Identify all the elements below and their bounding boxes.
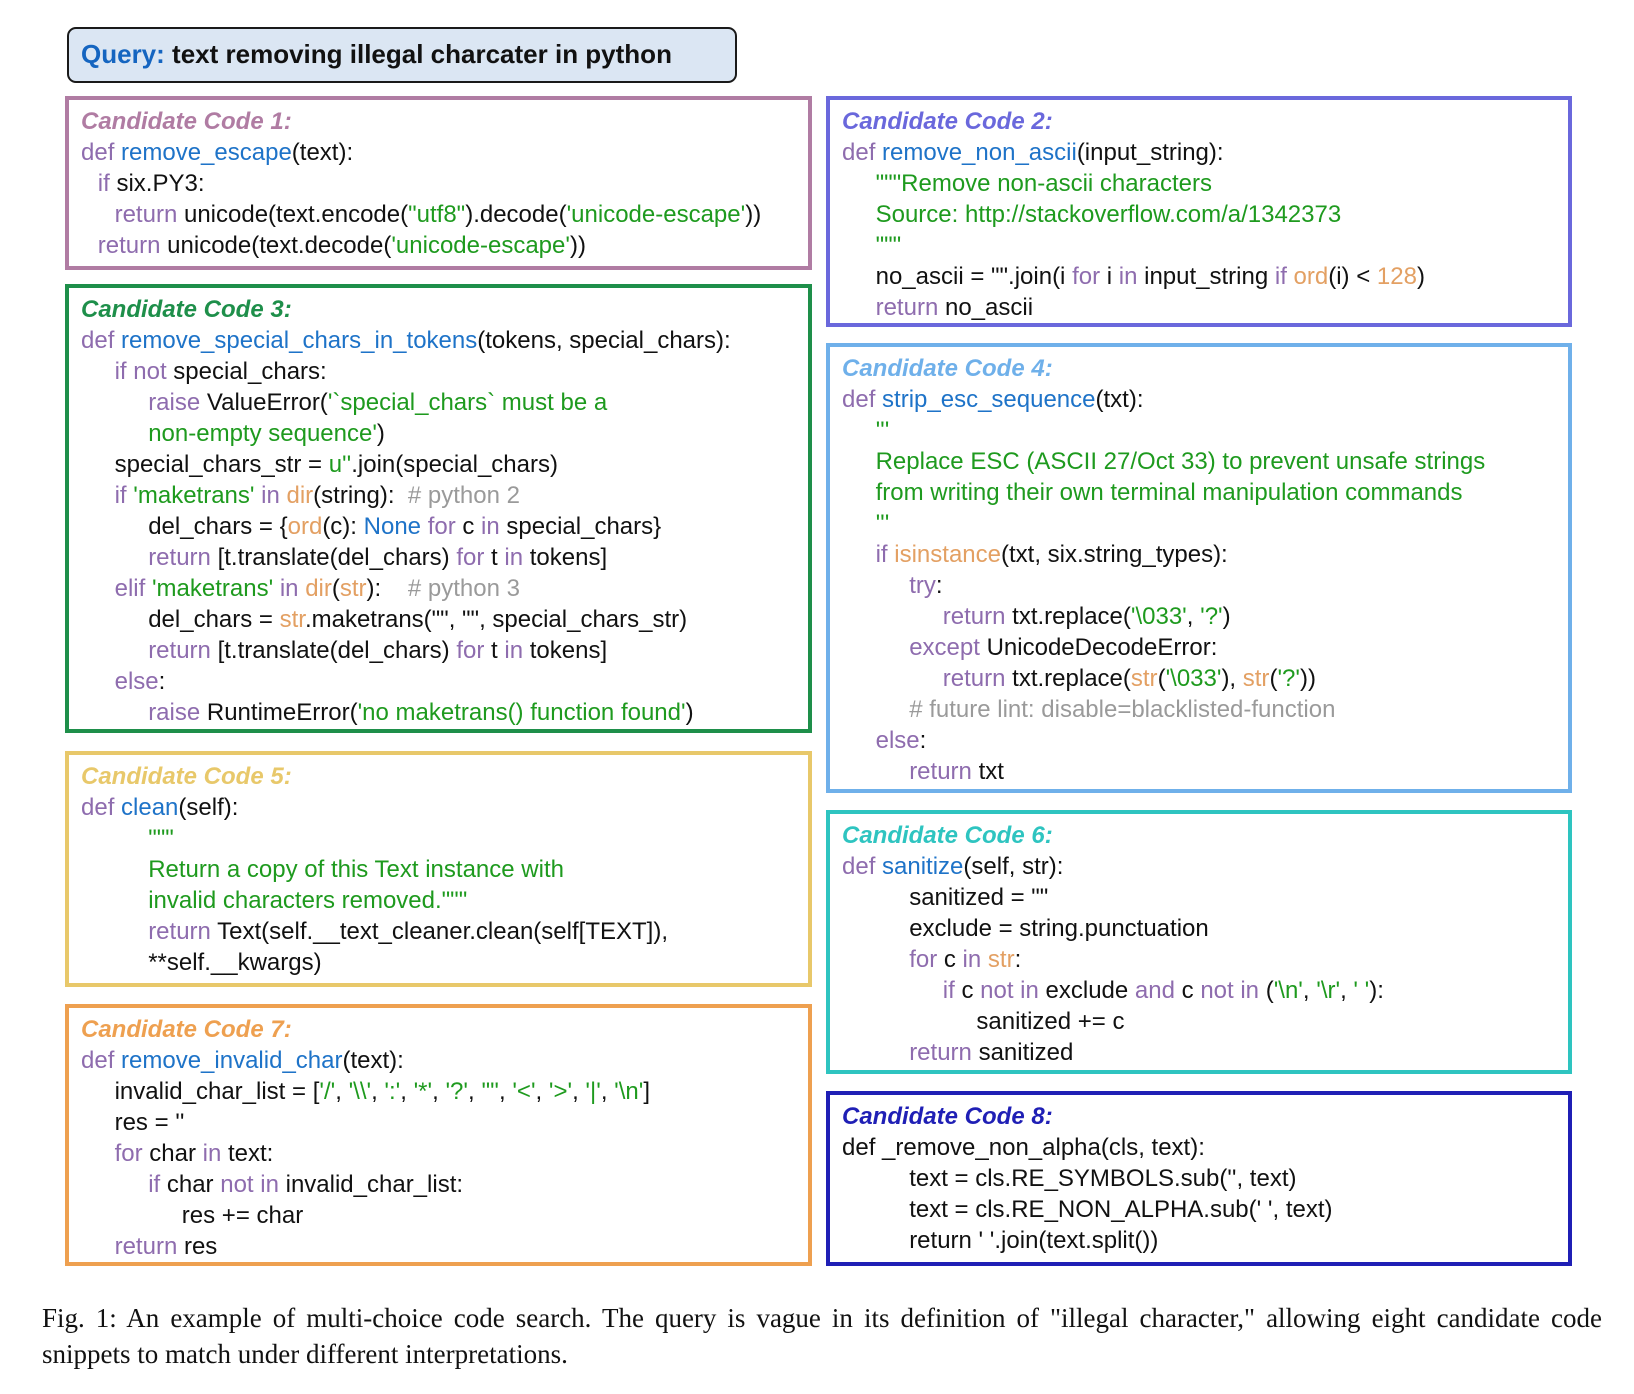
code-text: : bbox=[919, 727, 927, 754]
builtin: str bbox=[339, 575, 367, 602]
string-literal: '\\' bbox=[348, 1078, 372, 1105]
code-text: : bbox=[158, 668, 166, 695]
code-line bbox=[81, 387, 798, 418]
keyword: if bbox=[148, 1171, 167, 1198]
code-text: (string): bbox=[313, 482, 408, 509]
code-text: ) bbox=[685, 699, 694, 726]
candidate-code-5 bbox=[65, 751, 812, 987]
string-literal: '\033' bbox=[1165, 665, 1222, 692]
string-literal: Source: http://stackoverflow.com/a/1342373 bbox=[875, 201, 1342, 228]
builtin: str bbox=[1242, 665, 1270, 692]
code-text: del_chars = bbox=[148, 606, 280, 633]
code-text: txt.replace( bbox=[1012, 665, 1131, 692]
keyword: return bbox=[114, 1233, 184, 1260]
keyword: if bbox=[875, 541, 895, 568]
code-text: six.PY3: bbox=[116, 170, 205, 197]
code-text: tokens] bbox=[529, 544, 608, 571]
keyword: def bbox=[81, 327, 122, 354]
candidate-code-6 bbox=[826, 810, 1572, 1074]
keyword: if bbox=[97, 170, 117, 197]
string-literal: '\n' bbox=[614, 1078, 644, 1105]
code-line bbox=[81, 635, 798, 666]
string-literal: ''' bbox=[875, 510, 890, 537]
code-text: , bbox=[1340, 977, 1354, 1004]
builtin: dir bbox=[286, 482, 314, 509]
code-line bbox=[842, 1163, 1558, 1194]
candidate-code-2 bbox=[826, 96, 1572, 327]
code-line bbox=[81, 1045, 798, 1076]
string-literal: '`special_chars` must be a bbox=[327, 389, 608, 416]
builtin: str bbox=[987, 946, 1015, 973]
code-text: c bbox=[943, 946, 963, 973]
code-text: text = cls.RE_NON_ALPHA.sub(' ', text) bbox=[909, 1196, 1333, 1223]
code-line bbox=[842, 725, 1558, 756]
builtin: ord bbox=[1293, 263, 1329, 290]
code-text: (text): bbox=[342, 1047, 404, 1074]
code-line bbox=[81, 325, 798, 356]
keyword: raise bbox=[148, 389, 207, 416]
string-literal: """ bbox=[875, 232, 902, 259]
keyword: return bbox=[909, 758, 979, 785]
keyword: return bbox=[148, 918, 218, 945]
number: 128 bbox=[1376, 263, 1417, 290]
keyword: else bbox=[875, 727, 920, 754]
code-text: .maketrans("", "", special_chars_str) bbox=[304, 606, 688, 633]
string-literal: 'maketrans' bbox=[133, 482, 262, 509]
keyword: def bbox=[81, 139, 122, 166]
code-text: (i) < bbox=[1328, 263, 1377, 290]
code-text: del_chars = { bbox=[148, 513, 288, 540]
code-text: (text): bbox=[291, 139, 354, 166]
code-line bbox=[842, 632, 1558, 663]
code-text: , bbox=[400, 1078, 414, 1105]
string-literal: '?' bbox=[445, 1078, 468, 1105]
code-line bbox=[842, 851, 1558, 882]
code-text: .join(special_chars) bbox=[351, 451, 558, 478]
code-text: )) bbox=[745, 201, 762, 228]
candidate-code-8 bbox=[826, 1091, 1572, 1266]
code-line bbox=[842, 137, 1558, 168]
code-text: res = '' bbox=[114, 1109, 185, 1136]
code-text: invalid_char_list: bbox=[285, 1171, 464, 1198]
keyword: in bbox=[504, 544, 530, 571]
code-line bbox=[842, 601, 1558, 632]
code-text: sanitized bbox=[978, 1039, 1074, 1066]
function-name: strip_esc_sequence bbox=[882, 386, 1096, 413]
code-line bbox=[842, 756, 1558, 787]
keyword: in bbox=[1118, 263, 1145, 290]
function-name: remove_special_chars_in_tokens bbox=[121, 327, 478, 354]
code-text: UnicodeDecodeError: bbox=[986, 634, 1218, 661]
keyword: def bbox=[81, 794, 122, 821]
code-line bbox=[81, 230, 798, 261]
code-text: , bbox=[572, 1078, 586, 1105]
code-line bbox=[81, 199, 798, 230]
code-text: res bbox=[183, 1233, 218, 1260]
candidate-title: Candidate Code 4: bbox=[842, 355, 1053, 382]
string-literal: """ bbox=[148, 825, 174, 852]
code-text: [t.translate(del_chars) bbox=[217, 637, 457, 664]
keyword: in bbox=[481, 513, 507, 540]
string-literal: ' ' bbox=[1353, 977, 1370, 1004]
code-line bbox=[842, 882, 1558, 913]
candidate-code-1 bbox=[65, 96, 812, 270]
keyword: return bbox=[875, 294, 945, 321]
code-line bbox=[81, 449, 798, 480]
code-text: (txt): bbox=[1095, 386, 1144, 413]
code-text: (self, str): bbox=[963, 853, 1064, 880]
string-literal: """Remove non-ascii characters bbox=[875, 170, 1212, 197]
code-text: , bbox=[600, 1078, 615, 1105]
code-text: , bbox=[432, 1078, 446, 1105]
keyword: in bbox=[279, 575, 306, 602]
code-text: def _remove_non_alpha(cls, text): bbox=[842, 1134, 1205, 1161]
code-text: ) bbox=[1222, 603, 1231, 630]
code-line bbox=[81, 356, 798, 387]
candidate-title: Candidate Code 1: bbox=[81, 108, 292, 135]
code-text: ) bbox=[1416, 263, 1425, 290]
code-text: unicode(text.decode( bbox=[167, 232, 392, 259]
code-line bbox=[842, 1132, 1558, 1163]
code-line bbox=[81, 885, 798, 916]
function-name: clean bbox=[121, 794, 179, 821]
code-line bbox=[842, 446, 1558, 477]
candidate-title: Candidate Code 2: bbox=[842, 108, 1053, 135]
code-text: , bbox=[467, 1078, 482, 1105]
string-literal: invalid characters removed.""" bbox=[148, 887, 468, 914]
string-literal: '?' bbox=[1277, 665, 1300, 692]
code-text: exclude = string.punctuation bbox=[909, 915, 1209, 942]
candidate-title: Candidate Code 8: bbox=[842, 1103, 1053, 1130]
keyword: not in bbox=[1200, 977, 1266, 1004]
code-line bbox=[842, 415, 1558, 446]
code-line bbox=[842, 944, 1558, 975]
code-text: char bbox=[149, 1140, 203, 1167]
code-text: ): bbox=[1369, 977, 1384, 1004]
code-line bbox=[842, 384, 1558, 415]
keyword: return bbox=[148, 637, 218, 664]
string-literal: Return a copy of this Text instance with bbox=[148, 856, 564, 883]
code-line bbox=[81, 573, 798, 604]
keyword: try bbox=[909, 572, 936, 599]
string-literal: '<' bbox=[512, 1078, 536, 1105]
code-line bbox=[81, 137, 798, 168]
builtin: isinstance bbox=[894, 541, 1001, 568]
query-label: Query: bbox=[81, 39, 165, 69]
keyword: for bbox=[456, 637, 492, 664]
code-text: ), bbox=[1221, 665, 1243, 692]
code-text: special_chars: bbox=[173, 358, 327, 385]
string-literal: 'no maketrans() function found' bbox=[357, 699, 686, 726]
code-text: return ' '.join(text.split()) bbox=[909, 1227, 1159, 1254]
comment: # python 2 bbox=[407, 482, 520, 509]
code-line bbox=[81, 916, 798, 947]
code-text: )) bbox=[569, 232, 586, 259]
keyword: in bbox=[504, 637, 530, 664]
string-literal: '\033' bbox=[1130, 603, 1187, 630]
keyword: not in bbox=[220, 1171, 286, 1198]
code-text: (self): bbox=[178, 794, 239, 821]
code-line bbox=[842, 694, 1558, 725]
code-text: (input_string): bbox=[1076, 139, 1224, 166]
code-line bbox=[842, 1194, 1558, 1225]
code-text: RuntimeError( bbox=[206, 699, 358, 726]
comment: # future lint: disable=blacklisted-function bbox=[909, 696, 1336, 723]
keyword: if bbox=[1274, 263, 1294, 290]
string-literal: 'maketrans' bbox=[151, 575, 280, 602]
code-line bbox=[81, 1107, 798, 1138]
code-text: , bbox=[371, 1078, 385, 1105]
keyword: in bbox=[261, 482, 287, 509]
string-literal: '/' bbox=[319, 1078, 336, 1105]
code-text: txt.replace( bbox=[1012, 603, 1131, 630]
code-line bbox=[842, 1225, 1558, 1256]
string-literal: 'unicode-escape' bbox=[566, 201, 746, 228]
builtin: str bbox=[279, 606, 305, 633]
code-text: ) bbox=[376, 420, 385, 447]
string-literal: ':' bbox=[384, 1078, 401, 1105]
string-literal: '>' bbox=[548, 1078, 573, 1105]
code-line bbox=[842, 1006, 1558, 1037]
string-literal: Replace ESC (ASCII 27/Oct 33) to prevent unsafe strings bbox=[875, 448, 1486, 475]
code-text: Text(self.__text_cleaner.clean(self[TEXT]), bbox=[217, 918, 668, 945]
code-line bbox=[81, 823, 798, 854]
code-text: , bbox=[1302, 977, 1317, 1004]
query-banner bbox=[67, 27, 737, 83]
code-text: char bbox=[166, 1171, 221, 1198]
keyword: for bbox=[456, 544, 492, 571]
code-text: ValueError( bbox=[206, 389, 328, 416]
figure-caption: Fig. 1: An example of multi-choice code search. The query is vague in its definition of "illegal character," allowing eight candidate code snippets to match under different interpretations. bbox=[42, 1303, 1602, 1369]
keyword: and bbox=[1134, 977, 1182, 1004]
code-text: c bbox=[1181, 977, 1201, 1004]
code-line bbox=[842, 292, 1558, 323]
code-text: ).decode( bbox=[465, 201, 567, 228]
keyword: return bbox=[97, 232, 168, 259]
code-text: invalid_char_list = [ bbox=[114, 1078, 320, 1105]
candidate-title: Candidate Code 3: bbox=[81, 296, 292, 323]
candidate-title: Candidate Code 7: bbox=[81, 1016, 292, 1043]
code-line bbox=[81, 1169, 798, 1200]
code-text: res += char bbox=[181, 1202, 304, 1229]
function-name: sanitize bbox=[882, 853, 964, 880]
code-line bbox=[842, 913, 1558, 944]
code-line bbox=[81, 1200, 798, 1231]
code-text: **self.__kwargs) bbox=[148, 949, 322, 976]
code-text: txt bbox=[978, 758, 1004, 785]
keyword: return bbox=[942, 665, 1013, 692]
code-text: t bbox=[491, 637, 505, 664]
string-literal: "utf8" bbox=[408, 201, 466, 228]
code-line bbox=[81, 947, 798, 978]
keyword: for bbox=[1072, 263, 1107, 290]
keyword: in bbox=[202, 1140, 228, 1167]
comment: # python 3 bbox=[407, 575, 520, 602]
string-literal: from writing their own terminal manipulation commands bbox=[875, 479, 1463, 506]
code-line bbox=[842, 477, 1558, 508]
string-literal: ''' bbox=[875, 417, 890, 444]
code-line bbox=[842, 1037, 1558, 1068]
keyword: else bbox=[114, 668, 159, 695]
code-text: c bbox=[961, 977, 981, 1004]
code-text: sanitized = "" bbox=[909, 884, 1049, 911]
code-line bbox=[842, 975, 1558, 1006]
code-line bbox=[842, 230, 1558, 261]
builtin-constant: None bbox=[363, 513, 428, 540]
string-literal: '|' bbox=[585, 1078, 601, 1105]
code-text: ( bbox=[331, 575, 340, 602]
code-line bbox=[842, 663, 1558, 694]
code-line bbox=[81, 511, 798, 542]
code-text: , bbox=[1186, 603, 1201, 630]
function-name: remove_non_ascii bbox=[882, 139, 1077, 166]
code-text: text: bbox=[228, 1140, 274, 1167]
code-line bbox=[81, 792, 798, 823]
code-text: exclude bbox=[1045, 977, 1135, 1004]
keyword: for bbox=[427, 513, 463, 540]
keyword: return bbox=[148, 544, 218, 571]
keyword: raise bbox=[148, 699, 207, 726]
string-literal: '"' bbox=[481, 1078, 499, 1105]
keyword: elif bbox=[114, 575, 152, 602]
code-line bbox=[842, 168, 1558, 199]
code-text: no_ascii = "".join(i bbox=[875, 263, 1073, 290]
function-name: remove_invalid_char bbox=[121, 1047, 343, 1074]
code-text: unicode(text.encode( bbox=[183, 201, 409, 228]
keyword: def bbox=[842, 386, 883, 413]
code-line bbox=[81, 666, 798, 697]
keyword: not in bbox=[980, 977, 1046, 1004]
keyword: return bbox=[942, 603, 1013, 630]
code-text: (c): bbox=[322, 513, 364, 540]
keyword: def bbox=[81, 1047, 122, 1074]
keyword: except bbox=[909, 634, 987, 661]
code-line bbox=[842, 261, 1558, 292]
function-name: remove_escape bbox=[121, 139, 292, 166]
code-text: , bbox=[335, 1078, 349, 1105]
code-line bbox=[842, 570, 1558, 601]
code-line bbox=[842, 539, 1558, 570]
code-text: sanitized += c bbox=[976, 1008, 1125, 1035]
code-text: : bbox=[935, 572, 943, 599]
code-line bbox=[81, 480, 798, 511]
code-line bbox=[81, 604, 798, 635]
code-line bbox=[842, 199, 1558, 230]
code-text: )) bbox=[1299, 665, 1316, 692]
candidate-code-3 bbox=[65, 284, 812, 733]
code-text: t bbox=[491, 544, 505, 571]
builtin: dir bbox=[305, 575, 332, 602]
code-text: (tokens, special_chars): bbox=[477, 327, 731, 354]
code-text: (txt, six.string_types): bbox=[1001, 541, 1228, 568]
keyword: return bbox=[909, 1039, 979, 1066]
code-line bbox=[81, 1138, 798, 1169]
keyword: if bbox=[942, 977, 962, 1004]
code-text: i bbox=[1106, 263, 1119, 290]
string-literal: u'' bbox=[328, 451, 352, 478]
candidate-code-7 bbox=[65, 1004, 812, 1266]
code-text: c bbox=[462, 513, 482, 540]
string-literal: 'unicode-escape' bbox=[391, 232, 570, 259]
code-text: special_chars_str = bbox=[114, 451, 329, 478]
code-text: ): bbox=[366, 575, 408, 602]
keyword: in bbox=[962, 946, 988, 973]
keyword: def bbox=[842, 853, 883, 880]
code-text: ( bbox=[1157, 665, 1166, 692]
code-text: special_chars} bbox=[506, 513, 662, 540]
code-text: , bbox=[499, 1078, 513, 1105]
string-literal: '?' bbox=[1200, 603, 1223, 630]
code-line bbox=[81, 168, 798, 199]
code-text: [t.translate(del_chars) bbox=[217, 544, 457, 571]
code-text: no_ascii bbox=[944, 294, 1034, 321]
builtin: ord bbox=[287, 513, 323, 540]
code-text: : bbox=[1014, 946, 1022, 973]
builtin: str bbox=[1130, 665, 1158, 692]
keyword: if not bbox=[114, 358, 174, 385]
string-literal: '*' bbox=[413, 1078, 433, 1105]
keyword: return bbox=[114, 201, 184, 228]
keyword: def bbox=[842, 139, 883, 166]
code-line bbox=[81, 697, 798, 728]
code-text: input_string bbox=[1144, 263, 1275, 290]
keyword: for bbox=[909, 946, 944, 973]
code-line bbox=[842, 508, 1558, 539]
code-text: text = cls.RE_SYMBOLS.sub('', text) bbox=[909, 1165, 1297, 1192]
candidate-code-4 bbox=[826, 343, 1572, 793]
string-literal: '\r' bbox=[1316, 977, 1341, 1004]
code-line bbox=[81, 854, 798, 885]
candidate-title: Candidate Code 6: bbox=[842, 822, 1053, 849]
string-literal: non-empty sequence' bbox=[148, 420, 377, 447]
code-text: , bbox=[535, 1078, 549, 1105]
keyword: for bbox=[114, 1140, 150, 1167]
code-text: ( bbox=[1269, 665, 1278, 692]
code-line bbox=[81, 418, 798, 449]
code-text: ( bbox=[1265, 977, 1274, 1004]
keyword: if bbox=[114, 482, 134, 509]
code-line bbox=[81, 542, 798, 573]
code-text: ] bbox=[643, 1078, 651, 1105]
code-text: tokens] bbox=[529, 637, 608, 664]
code-line bbox=[81, 1076, 798, 1107]
code-line bbox=[81, 1231, 798, 1262]
candidate-title: Candidate Code 5: bbox=[81, 763, 292, 790]
string-literal: '\n' bbox=[1273, 977, 1303, 1004]
query-text: text removing illegal charcater in python bbox=[172, 39, 672, 69]
